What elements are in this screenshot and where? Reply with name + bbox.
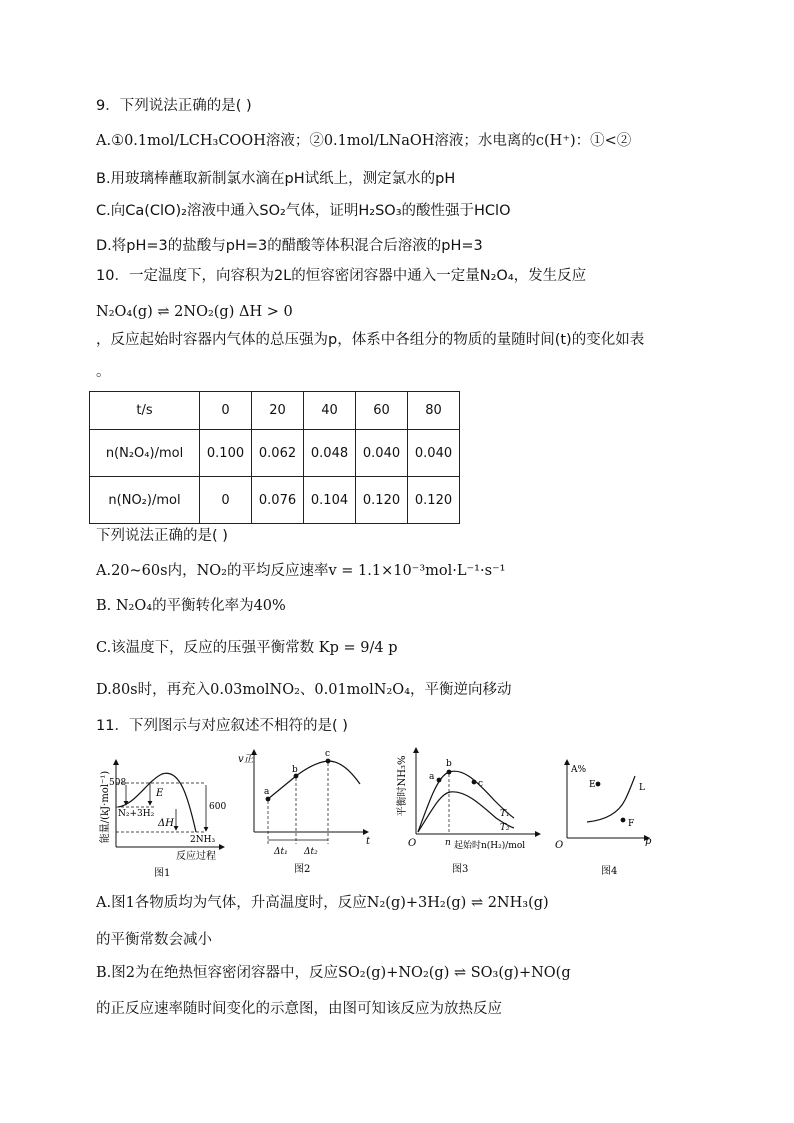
table-cell: 0.062: [252, 430, 304, 477]
fig1-caption: 图1: [154, 868, 171, 879]
fig4-ylabel: A%: [571, 765, 587, 775]
fig4-caption: 图4: [601, 866, 618, 877]
table-header-cell: 0: [200, 392, 252, 430]
fig3-point-c: c: [478, 779, 484, 789]
table-header-cell: t/s: [90, 392, 200, 430]
q9-option-d: D.将pH=3的盐酸与pH=3的醋酸等体积混合后溶液的pH=3: [96, 238, 483, 254]
table-cell: 0.076: [252, 477, 304, 524]
table-cell: 0.048: [304, 430, 356, 477]
fig2-point-a: a: [264, 787, 270, 797]
table-cell: 0.040: [408, 430, 460, 477]
fig3-point-b: b: [446, 759, 452, 769]
fig1-value-508: 508: [109, 778, 127, 788]
table-row: [90, 430, 460, 477]
fig1-xlabel: 反应过程: [176, 851, 216, 862]
fig3-ylabel: 平衡时NH₃%: [397, 755, 408, 817]
q10-stem-end: 。: [96, 364, 111, 380]
q10-equation: N₂O₄(g) ⇌ 2NO₂(g) ΔH > 0: [96, 304, 293, 320]
fig1-e-label: E: [156, 788, 164, 799]
table-row: [90, 392, 460, 430]
fig3-point-a: a: [429, 772, 435, 782]
fig1-dh-label: ΔH: [158, 818, 174, 829]
table-row: [90, 477, 460, 524]
fig1-ylabel: 能量/(kJ·mol⁻¹): [100, 770, 111, 844]
q10-option-a: A.20~60s内，NO₂的平均反应速率v = 1.1×10⁻³mol·L⁻¹·s⁻¹: [96, 563, 506, 579]
q10-ask: 下列说法正确的是( ): [96, 528, 228, 544]
fig2-dt1: Δt₁: [274, 847, 288, 857]
fig3-t1: T₁: [500, 809, 510, 819]
fig2-point-b: b: [292, 765, 298, 775]
table-header-cell: 40: [304, 392, 356, 430]
q9-stem: 9．下列说法正确的是( ): [96, 98, 252, 114]
fig2-ylabel: v正: [238, 754, 254, 765]
q10-stem-cont: ，反应起始时容器内气体的总压强为p，体系中各组分的物质的量随时间(t)的变化如表: [96, 332, 645, 348]
q10-option-c: C.该温度下，反应的压强平衡常数 Kp = 9/4 p: [96, 640, 398, 656]
q9-option-b: B.用玻璃棒蘸取新制氯水滴在pH试纸上，测定氯水的pH: [96, 171, 456, 187]
figure-3-nh3-diagram: [394, 744, 544, 876]
fig1-product: 2NH₃: [190, 835, 216, 845]
table-cell: 0.120: [356, 477, 408, 524]
q10-option-b: B. N₂O₄的平衡转化率为40%: [96, 598, 286, 614]
fig3-caption: 图3: [452, 864, 469, 875]
fig3-origin: O: [408, 838, 417, 849]
fig2-point-c: c: [325, 749, 331, 759]
q11-stem: 11．下列图示与对应叙述不相符的是( ): [96, 718, 348, 734]
fig2-dt2: Δt₂: [304, 847, 318, 857]
q11-option-a-line2: 的平衡常数会减小: [96, 932, 212, 948]
q11-option-b-line1: B.图2为在绝热恒容密闭容器中，反应SO₂(g)+NO₂(g) ⇌ SO₃(g)+NO(g: [96, 965, 571, 981]
q10-stem: 10．一定温度下，向容积为2L的恒容密闭容器中通入一定量N₂O₄，发生反应: [96, 268, 587, 284]
fig4-point-e: E: [589, 780, 596, 790]
q11-option-b-line2: 的正反应速率随时间变化的示意图，由图可知该反应为放热反应: [96, 1001, 502, 1017]
fig4-origin: O: [555, 840, 564, 851]
table-header-cell: 60: [356, 392, 408, 430]
q9-option-a: A.①0.1mol/LCH₃COOH溶液；②0.1mol/LNaOH溶液；水电离的c(H⁺)：①<②: [96, 133, 632, 149]
table-cell: 0: [200, 477, 252, 524]
fig4-curve-l: L: [639, 783, 645, 793]
fig3-xlabel: 起始时n(H₂)/mol: [454, 841, 526, 851]
figure-4-a-percent-diagram: [553, 756, 663, 878]
fig4-point-f: F: [628, 819, 635, 829]
figure-1-energy-diagram: [96, 752, 232, 884]
fig1-reactants: N₂+3H₂: [118, 809, 155, 819]
fig3-n: n: [445, 838, 451, 848]
fig2-t-label: t: [366, 836, 371, 847]
table-cell: 0.040: [356, 430, 408, 477]
q10-option-d: D.80s时，再充入0.03molNO₂、0.01molN₂O₄，平衡逆向移动: [96, 682, 512, 698]
table-cell: n(N₂O₄)/mol: [90, 430, 200, 477]
q9-option-c: C.向Ca(ClO)₂溶液中通入SO₂气体，证明H₂SO₃的酸性强于HClO: [96, 203, 511, 219]
q10-data-table: [89, 391, 460, 524]
q11-option-a-line1: A.图1各物质均为气体，升高温度时，反应N₂(g)+3H₂(g) ⇌ 2NH₃(g): [96, 895, 549, 911]
fig2-caption: 图2: [294, 864, 311, 875]
table-cell: 0.120: [408, 477, 460, 524]
table-cell: n(NO₂)/mol: [90, 477, 200, 524]
table-cell: 0.104: [304, 477, 356, 524]
fig3-t2: T₂: [500, 823, 510, 833]
table-header-cell: 80: [408, 392, 460, 430]
figure-2-rate-diagram: [234, 744, 374, 876]
table-header-cell: 20: [252, 392, 304, 430]
fig1-value-600: 600: [209, 802, 227, 812]
table-cell: 0.100: [200, 430, 252, 477]
fig4-p: p: [645, 836, 652, 847]
